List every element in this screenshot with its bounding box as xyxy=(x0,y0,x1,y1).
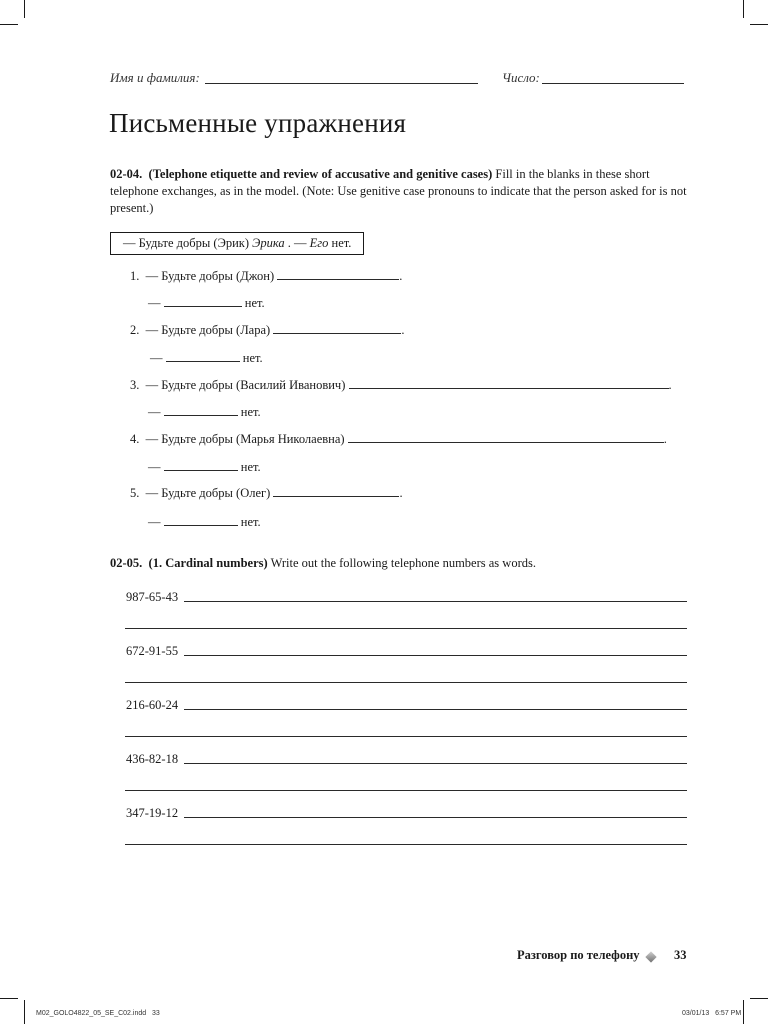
answer-line[interactable] xyxy=(125,682,687,683)
print-slug-date: 03/01/13 6:57 PM xyxy=(682,1010,742,1017)
answer-line[interactable] xyxy=(125,844,687,845)
crop-mark xyxy=(24,1000,25,1024)
item-number: 2. xyxy=(130,323,140,337)
answer-line[interactable] xyxy=(184,763,687,764)
name-field-line[interactable] xyxy=(205,83,478,84)
item-question: — Будьте добры (Марья Николаевна) xyxy=(145,432,345,446)
exercise-item-2-question: 2. — Будьте добры (Лара) . xyxy=(130,323,405,337)
exercise-item-4-answer xyxy=(148,459,261,475)
item-number: 1. xyxy=(130,269,140,283)
model-suffix: нет. xyxy=(331,236,352,250)
answer-blank[interactable] xyxy=(273,322,401,334)
model-answer: Эрика xyxy=(252,236,285,250)
crop-mark xyxy=(743,0,744,18)
answer-blank[interactable] xyxy=(164,404,238,416)
answer-blank[interactable] xyxy=(348,431,664,443)
page-number: 33 xyxy=(674,948,687,962)
answer-line[interactable] xyxy=(125,736,687,737)
exercise-heading: (1. Cardinal numbers) xyxy=(148,556,268,570)
exercise-number: 02-05. xyxy=(110,556,143,570)
answer-blank[interactable] xyxy=(164,514,238,526)
exercise-item-1-question: 1. — Будьте добры (Джон) . xyxy=(130,269,403,283)
date-field-line[interactable] xyxy=(542,83,684,84)
model-mid: . — xyxy=(287,236,307,250)
item-question: — Будьте добры (Олег) xyxy=(145,486,271,500)
diamond-bullet-icon xyxy=(645,951,656,962)
answer-blank[interactable] xyxy=(166,350,240,362)
item-number: 4. xyxy=(130,432,140,446)
phone-number: 987-65-43 xyxy=(126,590,179,604)
crop-mark xyxy=(743,1000,744,1024)
exercise-item-3-question: 3. — Будьте добры (Василий Иванович) . xyxy=(130,378,672,392)
exercise-02-05-instruction xyxy=(110,555,690,572)
exercise-number: 02-04. xyxy=(110,167,143,181)
answer-blank[interactable] xyxy=(164,295,242,307)
footer-section-title: Разговор по телефону xyxy=(517,948,640,962)
answer-line[interactable] xyxy=(184,601,687,602)
exercise-item-5-question: 5. — Будьте добры (Олег) . xyxy=(130,486,403,500)
answer-dash: — xyxy=(148,296,161,310)
print-slug-file: M02_GOLO4822_05_SE_C02.indd 33 xyxy=(36,1010,160,1017)
crop-mark xyxy=(750,24,768,25)
exercise-instruction-text: Fill in the blanks in these short telephone exchanges, as in the model. (Note: Use genitive case pronouns to indicate that the person asked for is not present.) xyxy=(110,167,687,215)
phone-number: 347-19-12 xyxy=(126,806,179,820)
item-question: — Будьте добры (Лара) xyxy=(145,323,271,337)
exercise-heading: (Telephone etiquette and review of accusative and genitive cases) xyxy=(148,167,493,181)
crop-mark xyxy=(0,998,18,999)
answer-dash: — xyxy=(148,405,161,419)
item-number: 5. xyxy=(130,486,140,500)
model-prefix: — Будьте добры (Эрик) xyxy=(123,236,250,250)
answer-blank[interactable] xyxy=(349,377,669,389)
answer-end: нет. xyxy=(240,515,261,529)
answer-line[interactable] xyxy=(184,655,687,656)
model-example-box xyxy=(110,232,364,255)
crop-mark xyxy=(0,24,18,25)
answer-end: нет. xyxy=(240,460,261,474)
crop-mark xyxy=(750,998,768,999)
answer-end: нет. xyxy=(242,351,263,365)
answer-blank[interactable] xyxy=(273,485,399,497)
answer-end: нет. xyxy=(240,405,261,419)
phone-number: 436-82-18 xyxy=(126,752,179,766)
exercise-item-1-answer xyxy=(148,295,265,311)
crop-mark xyxy=(24,0,25,18)
item-question: — Будьте добры (Василий Иванович) xyxy=(145,378,346,392)
answer-line[interactable] xyxy=(125,628,687,629)
exercise-item-5-answer xyxy=(148,514,261,530)
answer-blank[interactable] xyxy=(277,268,399,280)
answer-dash: — xyxy=(150,351,163,365)
answer-dash: — xyxy=(148,515,161,529)
model-pronoun: Его xyxy=(309,236,329,250)
phone-number: 672-91-55 xyxy=(126,644,179,658)
exercise-instruction-text: Write out the following telephone numbers as words. xyxy=(270,556,536,570)
answer-line[interactable] xyxy=(184,817,687,818)
exercise-02-04-instruction xyxy=(110,166,690,217)
answer-end: нет. xyxy=(244,296,265,310)
page-title: Письменные упражнения xyxy=(109,108,407,138)
exercise-item-4-question: 4. — Будьте добры (Марья Николаевна) . xyxy=(130,432,667,446)
item-question: — Будьте добры (Джон) xyxy=(145,269,275,283)
answer-line[interactable] xyxy=(125,790,687,791)
answer-blank[interactable] xyxy=(164,459,238,471)
item-number: 3. xyxy=(130,378,140,392)
exercise-item-3-answer xyxy=(148,404,261,420)
name-label: Имя и фамилия: xyxy=(110,70,200,85)
phone-number: 216-60-24 xyxy=(126,698,179,712)
date-label: Число: xyxy=(502,70,540,85)
answer-line[interactable] xyxy=(184,709,687,710)
answer-dash: — xyxy=(148,460,161,474)
exercise-item-2-answer xyxy=(150,350,263,366)
